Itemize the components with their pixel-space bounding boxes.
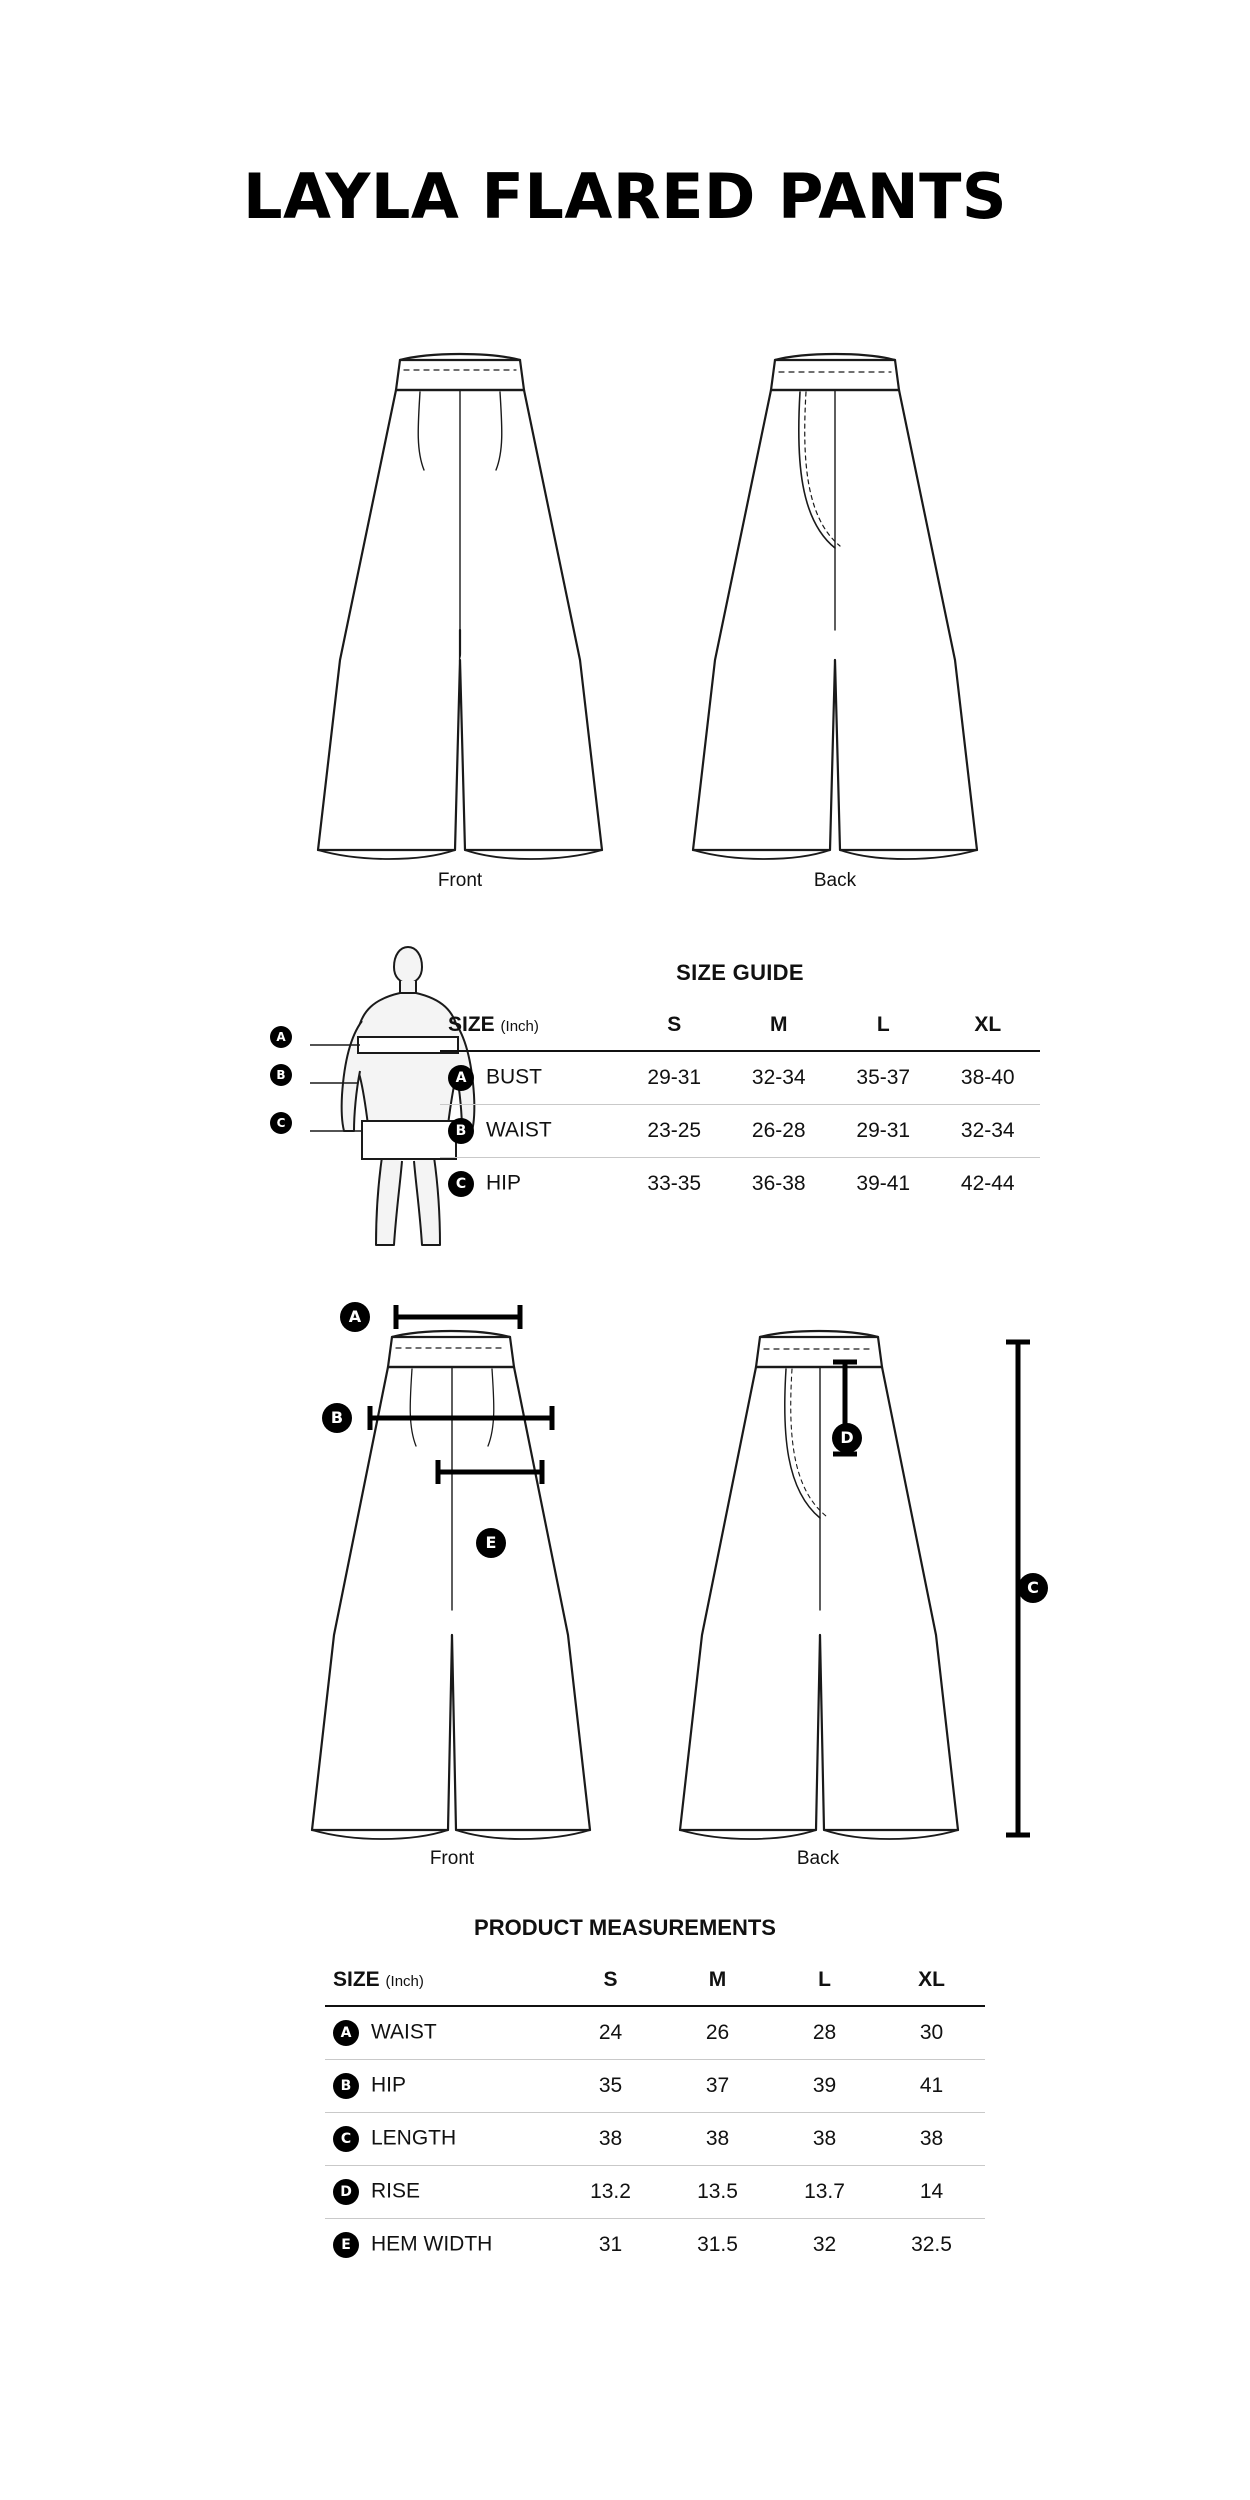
pm-size-header-unit: (Inch): [385, 1973, 424, 1990]
hip-l: 39-41: [856, 1172, 911, 1195]
pm-rise-m: 13.5: [664, 2166, 771, 2219]
pm-waist-xl: 30: [878, 2006, 985, 2060]
pm-col-l: L: [771, 1955, 878, 2006]
table-row: [325, 2060, 985, 2113]
row-label-waist: WAIST: [486, 1118, 552, 1142]
measure-marker-b: B: [322, 1403, 352, 1433]
pm-label-rise: RISE: [371, 2179, 421, 2203]
measure-marker-a: A: [340, 1302, 370, 1332]
body-marker-b: B: [270, 1064, 292, 1086]
table-row: [440, 1158, 1040, 1211]
pm-row-waist-label: [325, 2006, 557, 2060]
bust-s: 29-31: [622, 1051, 727, 1105]
bust-l: 35-37: [831, 1051, 936, 1105]
product-measurements-header-row: [325, 1955, 985, 2006]
hip-xl: 42-44: [960, 1172, 1015, 1195]
size-header-label: SIZE: [448, 1013, 495, 1036]
hip-s: 33-35: [647, 1172, 702, 1195]
size-guide-col-s: S: [622, 1000, 727, 1051]
measure-marker-c: C: [1018, 1573, 1048, 1603]
pm-hem-m: 31.5: [697, 2233, 738, 2256]
pm-row-hip-label: [325, 2060, 557, 2113]
pm-length-s: 38: [557, 2113, 664, 2166]
marker-e-icon: E: [333, 2232, 359, 2258]
pm-hip-l: 39: [771, 2060, 878, 2113]
bust-xl: 38-40: [936, 1051, 1041, 1105]
pm-waist-s: 24: [557, 2006, 664, 2060]
measure-back-caption: Back: [796, 1848, 840, 1869]
row-label-hip: HIP: [486, 1171, 522, 1195]
pm-col-xl: XL: [878, 1955, 985, 2006]
marker-a-icon: A: [448, 1065, 474, 1091]
pm-length-m: 38: [664, 2113, 771, 2166]
pm-size-header: [325, 1955, 557, 2006]
table-row: [325, 2219, 985, 2272]
size-guide-col-m: M: [727, 1000, 832, 1051]
table-row: [325, 2113, 985, 2166]
product-measurements-heading: PRODUCT MEASUREMENTS: [474, 1915, 776, 1940]
page-title: LAYLA FLARED PANTS: [242, 160, 1008, 233]
flats-illustration: [0, 330, 1250, 920]
size-guide-row-hip-label: [440, 1158, 622, 1211]
front-view-caption: Front: [437, 870, 483, 891]
pm-label-length: LENGTH: [371, 2126, 457, 2150]
table-row: [440, 1051, 1040, 1105]
pm-label-waist: WAIST: [371, 2020, 437, 2044]
waist-s: 23-25: [622, 1105, 727, 1158]
row-label-bust: BUST: [486, 1065, 543, 1089]
pm-rise-l: 13.7: [771, 2166, 878, 2219]
size-guide-row-bust-label: [440, 1051, 622, 1105]
marker-d-icon: D: [333, 2179, 359, 2205]
pm-hem-s: 31: [598, 2233, 623, 2256]
back-view-caption: Back: [813, 870, 857, 891]
pm-waist-l: 28: [771, 2006, 878, 2060]
waist-m: 26-28: [727, 1105, 832, 1158]
measurement-diagram-section: [0, 1290, 1250, 1920]
size-guide-col-xl: XL: [936, 1000, 1041, 1051]
pm-col-m: M: [664, 1955, 771, 2006]
marker-b-icon: B: [448, 1118, 474, 1144]
body-marker-c: C: [270, 1112, 292, 1134]
pm-hip-s: 35: [557, 2060, 664, 2113]
pm-hem-l: 32: [812, 2233, 837, 2256]
waist-l: 29-31: [831, 1105, 936, 1158]
technical-flats-top: [0, 330, 1250, 920]
pm-row-hem-width-label: [325, 2219, 557, 2272]
size-guide-header-row: [440, 1000, 1040, 1051]
table-row: [325, 2006, 985, 2060]
pm-row-rise-label: [325, 2166, 557, 2219]
table-row: [325, 2166, 985, 2219]
marker-a-icon: A: [333, 2020, 359, 2046]
marker-c-icon: C: [333, 2126, 359, 2152]
hip-m: 36-38: [751, 1172, 806, 1195]
measure-marker-e: E: [476, 1528, 506, 1558]
measure-marker-d: D: [832, 1423, 862, 1453]
size-header-unit: (Inch): [500, 1018, 539, 1035]
size-guide-heading: SIZE GUIDE: [676, 960, 804, 985]
table-row: [440, 1105, 1040, 1158]
waist-xl: 32-34: [936, 1105, 1041, 1158]
bust-m: 32-34: [727, 1051, 832, 1105]
measure-front-caption: Front: [429, 1848, 475, 1869]
body-marker-a: A: [270, 1026, 292, 1048]
pm-rise-s: 13.2: [557, 2166, 664, 2219]
size-guide-col-l: L: [831, 1000, 936, 1051]
pm-label-hem-width: HEM WIDTH: [371, 2232, 493, 2256]
pm-waist-m: 26: [664, 2006, 771, 2060]
pm-hip-m: 37: [664, 2060, 771, 2113]
marker-c-icon: C: [448, 1171, 474, 1197]
size-guide-row-waist-label: [440, 1105, 622, 1158]
pm-col-s: S: [557, 1955, 664, 2006]
size-guide-size-header: [440, 1000, 622, 1051]
pm-length-xl: 38: [878, 2113, 985, 2166]
pm-label-hip: HIP: [371, 2073, 407, 2097]
measurement-illustration: [0, 1290, 1250, 1920]
pm-rise-xl: 14: [878, 2166, 985, 2219]
marker-b-icon: B: [333, 2073, 359, 2099]
pm-hip-xl: 41: [878, 2060, 985, 2113]
pm-hem-xl: 32.5: [911, 2233, 952, 2256]
product-measurements-table: [325, 1955, 985, 2271]
pm-row-length-label: [325, 2113, 557, 2166]
pm-size-header-label: SIZE: [333, 1968, 380, 1991]
size-guide-table: [440, 1000, 1040, 1210]
pm-length-l: 38: [771, 2113, 878, 2166]
